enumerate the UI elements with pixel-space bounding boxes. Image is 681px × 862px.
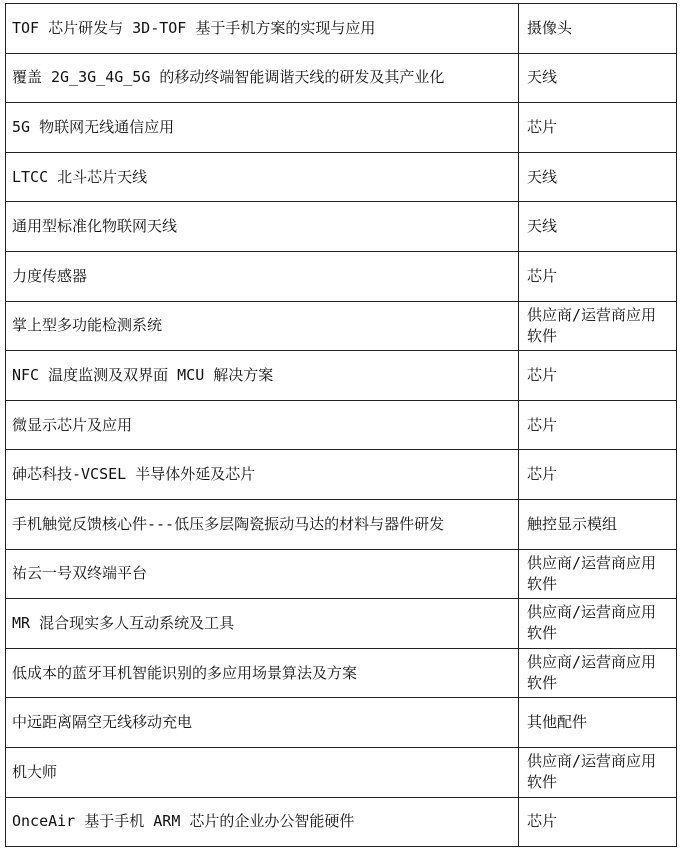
project-cell: 低成本的蓝牙耳机智能识别的多应用场景算法及方案 bbox=[6, 648, 519, 698]
category-cell: 供应商/运营商应用软件 bbox=[519, 549, 677, 599]
table-row bbox=[6, 549, 677, 599]
project-cell: NFC 温度监测及双界面 MCU 解决方案 bbox=[6, 351, 519, 401]
project-table bbox=[5, 3, 677, 847]
category-cell: 其他配件 bbox=[519, 698, 677, 748]
table-row bbox=[6, 301, 677, 351]
project-cell: 通用型标准化物联网天线 bbox=[6, 202, 519, 252]
project-cell: 手机触觉反馈核心件---低压多层陶瓷振动马达的材料与器件研发 bbox=[6, 499, 519, 549]
category-cell: 芯片 bbox=[519, 450, 677, 500]
project-cell: 祐云一号双终端平台 bbox=[6, 549, 519, 599]
table-row bbox=[6, 202, 677, 252]
project-cell: 掌上型多功能检测系统 bbox=[6, 301, 519, 351]
category-cell: 摄像头 bbox=[519, 4, 677, 54]
project-cell: 5G 物联网无线通信应用 bbox=[6, 103, 519, 153]
project-cell: 微显示芯片及应用 bbox=[6, 400, 519, 450]
table-row bbox=[6, 152, 677, 202]
table-row bbox=[6, 797, 677, 847]
project-cell: 机大师 bbox=[6, 747, 519, 797]
table-row bbox=[6, 4, 677, 54]
category-cell: 天线 bbox=[519, 152, 677, 202]
project-cell: TOF 芯片研发与 3D-TOF 基于手机方案的实现与应用 bbox=[6, 4, 519, 54]
project-cell: MR 混合现实多人互动系统及工具 bbox=[6, 599, 519, 649]
category-cell: 供应商/运营商应用软件 bbox=[519, 599, 677, 649]
category-cell: 供应商/运营商应用软件 bbox=[519, 648, 677, 698]
table-row bbox=[6, 450, 677, 500]
category-cell: 芯片 bbox=[519, 797, 677, 847]
table-row bbox=[6, 351, 677, 401]
table-row bbox=[6, 648, 677, 698]
table-row bbox=[6, 698, 677, 748]
category-cell: 芯片 bbox=[519, 351, 677, 401]
table-row bbox=[6, 400, 677, 450]
category-cell: 天线 bbox=[519, 53, 677, 103]
category-cell: 芯片 bbox=[519, 400, 677, 450]
project-cell: 中远距离隔空无线移动充电 bbox=[6, 698, 519, 748]
table-row bbox=[6, 53, 677, 103]
table-row bbox=[6, 251, 677, 301]
project-cell: 砷芯科技-VCSEL 半导体外延及芯片 bbox=[6, 450, 519, 500]
project-cell: 力度传感器 bbox=[6, 251, 519, 301]
table-row bbox=[6, 747, 677, 797]
category-cell: 芯片 bbox=[519, 251, 677, 301]
table-row bbox=[6, 103, 677, 153]
category-cell: 供应商/运营商应用软件 bbox=[519, 747, 677, 797]
project-cell: 覆盖 2G_3G_4G_5G 的移动终端智能调谐天线的研发及其产业化 bbox=[6, 53, 519, 103]
category-cell: 触控显示模组 bbox=[519, 499, 677, 549]
category-cell: 芯片 bbox=[519, 103, 677, 153]
project-cell: OnceAir 基于手机 ARM 芯片的企业办公智能硬件 bbox=[6, 797, 519, 847]
category-cell: 天线 bbox=[519, 202, 677, 252]
table-row bbox=[6, 499, 677, 549]
project-cell: LTCC 北斗芯片天线 bbox=[6, 152, 519, 202]
table-row bbox=[6, 599, 677, 649]
category-cell: 供应商/运营商应用软件 bbox=[519, 301, 677, 351]
